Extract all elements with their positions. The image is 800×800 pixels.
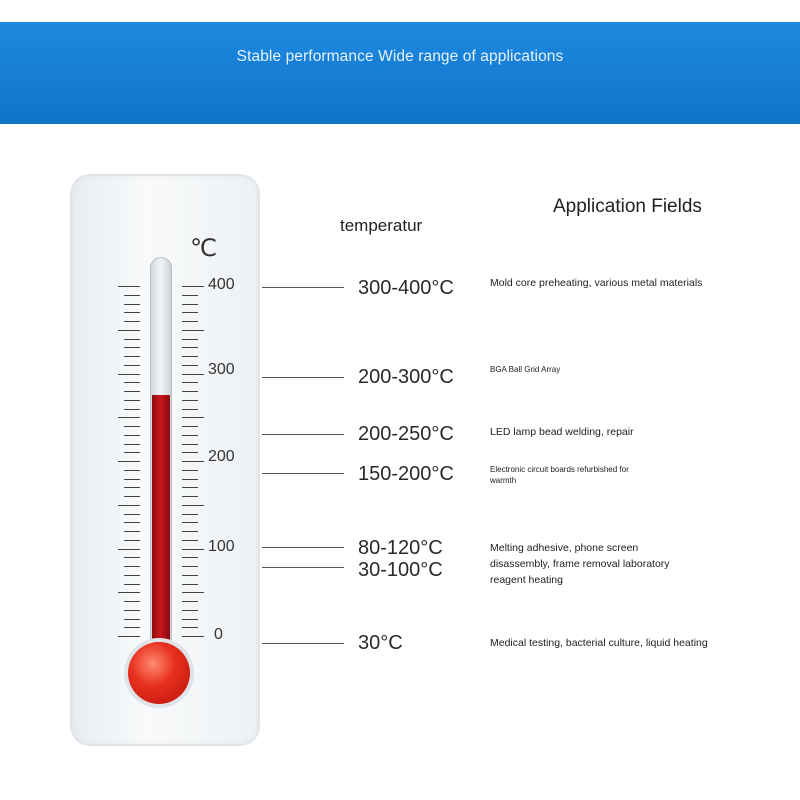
scale-tick: [182, 426, 198, 427]
scale-tick: [124, 610, 140, 611]
scale-tick: [118, 592, 140, 593]
scale-tick: [118, 286, 140, 287]
banner-tagline: Stable performance Wide range of applications: [236, 48, 564, 65]
scale-tick: [124, 452, 140, 453]
scale-tick: [182, 382, 198, 383]
scale-tick: [124, 356, 140, 357]
scale-tick: [124, 304, 140, 305]
scale-tick: [124, 566, 140, 567]
scale-tick: [182, 487, 198, 488]
scale-tick: [124, 426, 140, 427]
scale-tick: [182, 295, 198, 296]
scale-tick: [182, 557, 198, 558]
scale-tick: [124, 487, 140, 488]
scale-tick: [182, 531, 198, 532]
scale-tick: [124, 522, 140, 523]
scale-tick: [182, 374, 204, 375]
application-medical: Medical testing, bacterial culture, liquid heating: [490, 637, 708, 649]
thermometer-bulb: [128, 642, 190, 704]
scale-label-100: 100: [208, 538, 235, 555]
scale-tick: [118, 636, 140, 637]
scale-tick: [124, 531, 140, 532]
scale-tick: [182, 636, 204, 637]
scale-tick: [182, 400, 198, 401]
scale-tick: [182, 356, 198, 357]
scale-tick: [182, 610, 198, 611]
application-fields-heading: Application Fields: [553, 196, 702, 217]
scale-tick: [118, 374, 140, 375]
application-bga: BGA Ball Grid Array: [490, 365, 561, 374]
scale-tick: [182, 522, 198, 523]
scale-tick: [124, 584, 140, 585]
leader-line: [262, 287, 344, 288]
temp-range-150-200: 150-200°C: [358, 463, 454, 485]
scale-tick: [182, 566, 198, 567]
scale-tick: [182, 592, 204, 593]
scale-tick: [182, 417, 204, 418]
scale-tick: [124, 400, 140, 401]
scale-tick: [124, 619, 140, 620]
scale-label-0: 0: [214, 626, 223, 643]
scale-tick: [124, 382, 140, 383]
scale-tick: [124, 557, 140, 558]
scale-tick: [182, 514, 198, 515]
scale-tick: [124, 347, 140, 348]
mercury-column: [152, 395, 170, 660]
scale-tick: [182, 304, 198, 305]
scale-tick: [118, 549, 140, 550]
leader-line: [262, 567, 344, 568]
scale-tick: [124, 435, 140, 436]
scale-tick: [182, 391, 198, 392]
scale-tick: [182, 347, 198, 348]
leader-line: [262, 643, 344, 644]
scale-label-400: 400: [208, 276, 235, 293]
scale-tick: [118, 417, 140, 418]
scale-tick: [182, 496, 198, 497]
application-adhesive: Melting adhesive, phone screen disassembly, frame removal laboratory reagent heating: [490, 542, 670, 586]
scale-label-200: 200: [208, 448, 235, 465]
scale-tick: [182, 452, 198, 453]
scale-tick: [182, 312, 198, 313]
scale-tick: [182, 575, 198, 576]
scale-tick: [182, 444, 198, 445]
scale-label-300: 300: [208, 361, 235, 378]
scale-tick: [124, 540, 140, 541]
scale-tick: [124, 514, 140, 515]
scale-tick: [124, 321, 140, 322]
header-banner: [0, 22, 800, 124]
leader-line: [262, 547, 344, 548]
application-led: LED lamp bead welding, repair: [490, 426, 634, 438]
scale-tick: [124, 575, 140, 576]
scale-tick: [124, 339, 140, 340]
scale-tick: [182, 601, 198, 602]
scale-tick: [182, 540, 198, 541]
scale-tick: [124, 479, 140, 480]
scale-tick: [182, 479, 198, 480]
temperature-column-heading: temperatur: [340, 216, 423, 235]
scale-tick: [124, 627, 140, 628]
application-mold-core: Mold core preheating, various metal materials: [490, 277, 703, 289]
scale-tick: [124, 601, 140, 602]
scale-tick: [182, 549, 204, 550]
scale-tick: [118, 461, 140, 462]
temp-range-300-400: 300-400°C: [358, 277, 454, 299]
celsius-unit-label: ℃: [190, 235, 217, 262]
temp-range-30-100: 30-100°C: [358, 559, 443, 581]
scale-tick: [182, 409, 198, 410]
scale-tick: [182, 505, 204, 506]
leader-line: [262, 434, 344, 435]
scale-tick: [182, 584, 198, 585]
scale-tick: [118, 330, 140, 331]
temp-range-200-300: 200-300°C: [358, 366, 454, 388]
scale-tick: [124, 409, 140, 410]
scale-tick: [182, 619, 198, 620]
temp-range-80-120: 80-120°C: [358, 537, 443, 559]
scale-tick: [182, 461, 204, 462]
temp-range-30: 30°C: [358, 632, 403, 654]
scale-tick: [124, 295, 140, 296]
scale-tick: [182, 339, 198, 340]
scale-tick: [124, 496, 140, 497]
scale-tick: [182, 470, 198, 471]
scale-tick: [124, 365, 140, 366]
scale-tick: [124, 470, 140, 471]
scale-tick: [118, 505, 140, 506]
scale-tick: [182, 286, 204, 287]
scale-tick: [124, 312, 140, 313]
scale-tick: [182, 627, 198, 628]
scale-tick: [182, 321, 198, 322]
scale-tick: [124, 444, 140, 445]
temp-range-200-250: 200-250°C: [358, 423, 454, 445]
scale-tick: [182, 365, 198, 366]
scale-tick: [182, 330, 204, 331]
application-circuit-boards: Electronic circuit boards refurbished for warmth: [490, 465, 629, 485]
leader-line: [262, 473, 344, 474]
scale-tick: [182, 435, 198, 436]
scale-tick: [124, 391, 140, 392]
leader-line: [262, 377, 344, 378]
